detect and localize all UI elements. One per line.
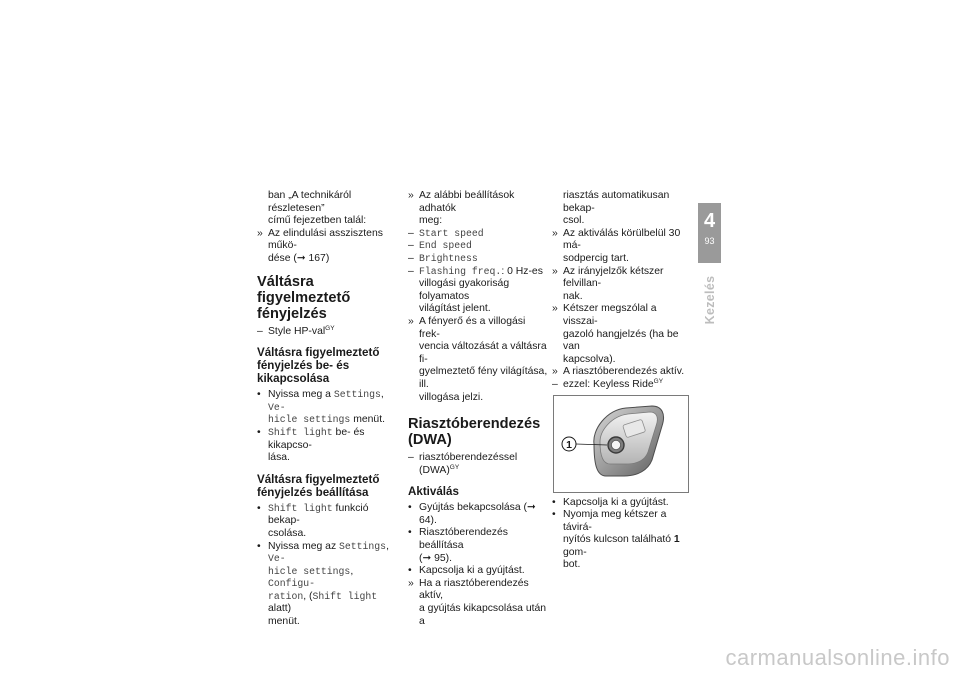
subsection-heading: Aktiválás [408, 485, 459, 499]
step-item: » Az alábbi beállítások adhatók meg: [408, 190, 515, 227]
column-3 [552, 190, 690, 572]
section-heading: Riasztóberendezés (DWA) [408, 416, 541, 449]
step-item: » Ha a riasztóberendezés aktív, a gyújtás kikapcsolása után a [408, 577, 547, 627]
option-item: – Flashing freq.: 0 Hz-es villogási gyakoriság folyamatos világítást jelent. [408, 265, 543, 315]
step-item: » A riasztóberendezés aktív. [552, 366, 685, 378]
option-item: – End speed [408, 240, 472, 252]
page-ref-arrow-icon: ➞ [296, 252, 306, 264]
column-2 [408, 190, 548, 628]
bullet-item: • Riasztóberendezés beállítása (➞ 95). [408, 527, 508, 564]
column-1 [257, 190, 397, 629]
subsection-heading: Váltásra figyelmeztető fényjelzés be- és kikapcsolása [257, 346, 380, 386]
remote-key-illustration [554, 396, 688, 492]
page-ref-arrow-icon: ➞ [422, 552, 432, 564]
step-item: » Az irányjelzők kétszer felvillan- nak. [552, 265, 664, 302]
page-ref-arrow-icon: ➞ [527, 502, 536, 514]
step-item: » Kétszer megszólal a visszai- gazoló hangjelzés (ha be van kapcsolva). [552, 303, 679, 365]
option-item: – Start speed [408, 227, 484, 239]
chapter-number: 4 [703, 210, 716, 232]
step-item: » A fényerő és a villogási frek- vencia változását a váltásra fi- gyelmeztető fény világítása, ill. villogása jelzi. [408, 315, 548, 403]
key-fob-button-logo [611, 440, 620, 449]
section-heading: Váltásra figyelmeztető fényjelzés [257, 273, 351, 322]
watermark: carmanualsonline.info [725, 645, 950, 670]
section-label: Kezelés [703, 275, 717, 325]
equipment-note: – riasztóberendezéssel (DWA)$^{GY}$ [408, 452, 518, 476]
callout-number: 1 [566, 438, 572, 451]
option-item: – Brightness [408, 252, 478, 264]
step-item: » Az aktiválás körülbelül 30 má- sodpercig tart. [552, 227, 681, 264]
bullet-item: • Nyomja meg kétszer a távirá- nyítós kulcson található 1 gom- bot. [552, 509, 680, 571]
bullet-item: • Nyissa meg a Settings, Ve- hicle settings menüt. [257, 389, 385, 426]
page-number: 93 [704, 236, 715, 246]
bullet-item: • Gyújtás bekapcsolása (➞ 64). [408, 502, 536, 526]
step-item: » Az elindulási asszisztens műkö- dése (➞ 167) [257, 227, 383, 264]
subsection-heading: Váltásra figyelmeztető fényjelzés beállítása [257, 472, 380, 499]
step-marker: » [257, 227, 263, 239]
chapter-tab [698, 203, 721, 263]
text-line: ban „A technikáról részletesen” című fejezetben talál: [268, 190, 367, 227]
bullet-item: • Nyissa meg az Settings, Ve- hicle settings, Configu- ration, (Shift light alatt) menüt. [257, 540, 389, 628]
bullet-item: • Kapcsolja ki a gyújtást. [552, 496, 669, 508]
equipment-note: – Style HP-val$^{GY}$ [257, 324, 335, 337]
bullet-item: • Shift light funkció bekap- csolása. [257, 502, 369, 539]
bullet-item: • Kapcsolja ki a gyújtást. [408, 565, 525, 577]
remote-key-figure [553, 395, 689, 493]
equipment-note: – ezzel: Keyless Ride$^{GY}$ [552, 377, 664, 390]
text-line: riasztás automatikusan bekap- csol. [563, 190, 670, 227]
bullet-item: • Shift light be- és kikapcso- lása. [257, 426, 365, 464]
